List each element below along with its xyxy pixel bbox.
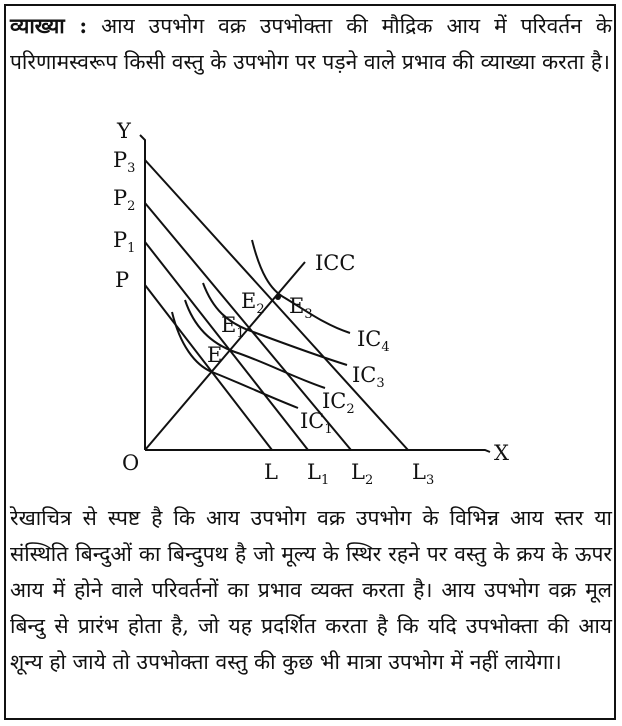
ic-2-base: IC — [322, 389, 347, 413]
ic-4-sub: 4 — [381, 340, 390, 355]
x-axis — [145, 450, 490, 452]
origin-label: O — [122, 451, 140, 475]
budget-point-label-l3 — [412, 460, 434, 488]
ic-3-base: IC — [352, 363, 377, 387]
budget-line-p3l3 — [145, 160, 408, 450]
y-axis-label: Y — [117, 119, 131, 143]
equilibrium-label-e — [207, 343, 222, 367]
budget-point-l3-sub: 3 — [425, 473, 435, 488]
price-point-p1-sub: 1 — [127, 241, 136, 256]
budget-point-label-l2 — [351, 460, 373, 488]
price-point-p2-base: P — [113, 186, 128, 210]
equilibrium-label-e2 — [241, 289, 265, 317]
icc-label: ICC — [315, 251, 356, 275]
budget-point-l2-base: L — [351, 460, 365, 484]
ic-2-sub: 2 — [346, 402, 355, 417]
budget-point-label-l — [264, 460, 278, 484]
price-point-label-p — [115, 268, 129, 292]
ic-1-sub: 1 — [324, 422, 333, 437]
conclusion-paragraph: रेखाचित्र से स्पष्ट है कि आय उपभोग वक्र उपभोग के विभिन्न आय स्तर या संस्थिति बिन्दुओं का बिन्दुपथ है जो मूल्य के स्थिर रहने पर वस्तु के क्रय के ऊपर आय में होने वाले परिवर्तनों का प्रभाव व्यक्त करता है। आय उपभोग वक्र मूल बिन्दु से प्रारंभ होता है, जो यह प्रदर्शित करता है कि यदि उपभोक्ता की आय शून्य हो जाये तो उपभोक्ता वस्तु की कुछ भी मात्रा उपभोग में नहीं लायेगा। — [10, 506, 612, 674]
equilibrium-e-base: E — [207, 343, 223, 367]
budget-line-p1l1 — [145, 242, 308, 450]
budget-point-label-l1 — [307, 460, 329, 488]
equilibrium-e2-sub: 2 — [256, 302, 265, 317]
price-point-p-base: P — [115, 268, 130, 292]
ic-4-base: IC — [357, 327, 382, 351]
x-axis-label: X — [494, 441, 509, 465]
ic-label-4 — [357, 327, 390, 355]
ic-label-3 — [352, 363, 385, 391]
intro-term: व्याख्या : — [10, 13, 88, 38]
intro-text: आय उपभोग वक्र उपभोक्ता की मौद्रिक आय में परिवर्तन के परिणामस्वरूप किसी वस्तु के उपभोग पर पड़ने वाले प्रभाव की व्याख्या करता है। — [10, 14, 612, 74]
equilibrium-e1-sub: 1 — [236, 326, 245, 341]
ic-label-2 — [322, 389, 355, 417]
equilibrium-label-e3 — [289, 294, 313, 322]
equilibrium-e3-base: E — [289, 294, 305, 318]
budget-point-l-base: L — [264, 460, 278, 484]
equilibrium-e1-base: E — [221, 313, 237, 337]
icc-line — [145, 262, 305, 450]
y-axis — [140, 135, 145, 450]
price-point-p3-base: P — [113, 148, 128, 172]
equilibrium-e2-base: E — [241, 289, 257, 313]
price-point-p2-sub: 2 — [127, 199, 136, 214]
ic-3-sub: 3 — [376, 376, 385, 391]
ic-1-base: IC — [300, 409, 325, 433]
budget-point-l1-base: L — [307, 460, 321, 484]
equilibrium-dot-e3 — [275, 294, 281, 300]
ic-label-1 — [300, 409, 333, 437]
budget-point-l1-sub: 1 — [320, 473, 330, 488]
budget-point-l3-base: L — [412, 460, 426, 484]
price-point-label-p2 — [113, 186, 135, 214]
budget-point-l2-sub: 2 — [364, 473, 374, 488]
price-point-label-p1 — [113, 228, 135, 256]
equilibrium-e3-sub: 3 — [304, 307, 313, 322]
price-point-p1-base: P — [113, 228, 128, 252]
price-point-label-p3 — [113, 148, 135, 176]
price-point-p3-sub: 3 — [127, 161, 136, 176]
